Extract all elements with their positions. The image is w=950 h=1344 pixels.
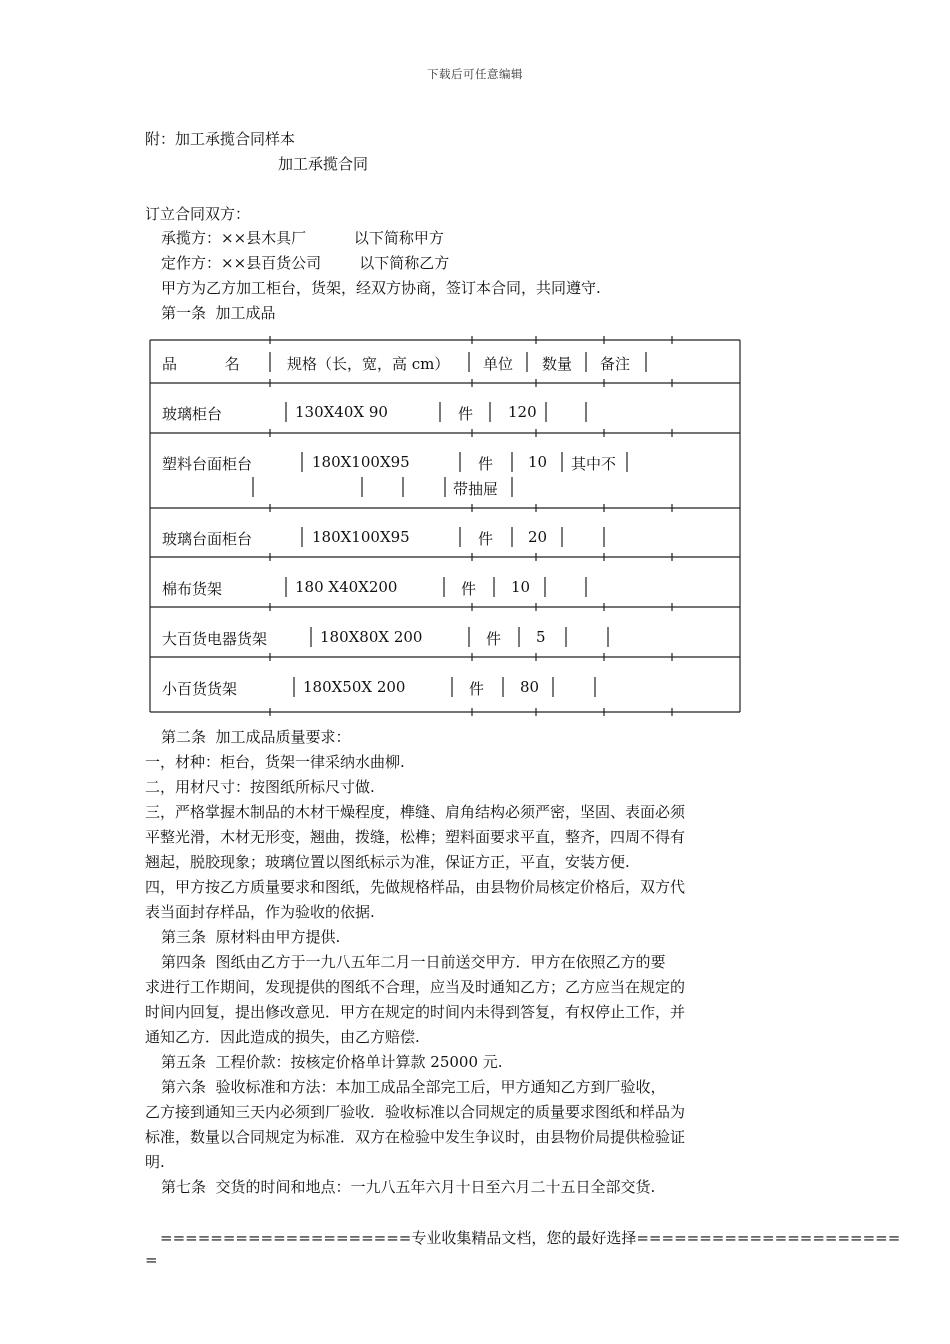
article2-heading: 第二条 加工成品质量要求： [161,728,351,746]
table-cell-name: 小百货货架 [162,680,238,698]
footer-banner [145,1227,901,1271]
table-cell-qty: 10 [528,453,548,471]
contractor-line: 承揽方：××县木具厂 以下简称甲方 [161,229,444,247]
table-cell-spec: 180 X40X200 [295,578,398,596]
table-header-unit: 单位 [483,355,514,373]
table-header-name: 品 名 [162,355,240,373]
footer-banner-line: ====================专业收集精品文档，您的最好选择===================== [160,1229,901,1247]
contract-title: 加工承揽合同 [278,155,369,173]
body-line: 标准，数量以合同规定为标准．双方在检验中发生争议时，由县物价局提供检验证 [145,1128,686,1146]
footer-banner-tail: = [145,1251,158,1269]
table-cell-spec: 180X50X 200 [303,678,406,696]
table-cell-name: 棉布货架 [162,580,223,598]
table-cell-spec: 180X100X95 [312,528,410,546]
body-line: 翘起，脱胶现象；玻璃位置以图纸标示为准，保证方正，平直，安装方便. [145,853,630,871]
table-header-note: 备注 [600,355,631,373]
body-line: 一，材种：柜台，货架一律采纳水曲柳. [145,753,405,771]
article7-line: 第七条 交货的时间和地点：一九八五年六月十日至六月二十五日全部交货. [161,1178,656,1196]
table-cell-qty: 120 [508,403,537,421]
body-line: 求进行工作期间，发现提供的图纸不合理，应当及时通知乙方；乙方应当在规定的 [145,978,686,996]
parties-heading: 订立合同双方： [145,205,251,223]
table-cell-name: 塑料台面柜台 [162,455,253,473]
table-cell-name: 大百货电器货架 [162,630,268,648]
body-line: 乙方接到通知三天内必须到厂验收．验收标准以合同规定的质量要求图纸和样品为 [145,1103,686,1121]
table-cell-unit: 件 [458,405,474,423]
table-cell-note: 其中不 [571,455,617,473]
table-cell-name: 玻璃台面柜台 [162,530,253,548]
table-cell-qty: 5 [536,628,546,646]
orderer-line: 定作方：××县百货公司 以下简称乙方 [161,254,450,272]
article6-line: 第六条 验收标准和方法：本加工成品全部完工后，甲方通知乙方到厂验收， [161,1078,666,1096]
body-line: 通知乙方．因此造成的损失，由乙方赔偿. [145,1028,420,1046]
table-cell-spec: 180X100X95 [312,453,410,471]
body-line: 三，严格掌握木制品的木材干燥程度，榫缝、肩角结构必须严密，坚固、表面必须 [145,803,686,821]
attachment-title: 附：加工承揽合同样本 [145,130,296,148]
table-cell-unit: 件 [478,530,494,548]
table-cell-note-continued: 带抽屉 [453,480,499,498]
table-cell-unit: 件 [478,455,494,473]
article4-line: 第四条 图纸由乙方于一九八五年二月一日前送交甲方．甲方在依照乙方的要 [161,953,666,971]
body-line: 平整光滑，木材无形变，翘曲，拨缝，松榫；塑料面要求平直，整齐，四周不得有 [145,828,686,846]
table-cell-unit: 件 [461,580,477,598]
table-cell-spec: 130X40X 90 [295,403,388,421]
body-line: 明. [145,1153,165,1171]
body-line: 时间内回复，提出修改意见．甲方在规定的时间内未得到答复，有权停止工作，并 [145,1003,686,1021]
article5-line: 第五条 工程价款：按核定价格单计算款 25000 元. [161,1053,503,1071]
header-note: 下载后可任意编辑 [427,67,523,81]
body-line: 表当面封存样品，作为验收的依据. [145,903,375,921]
table-header-spec: 规格（长，宽，高 cm） [287,355,450,373]
purpose-line: 甲方为乙方加工柜台，货架，经双方协商，签订本合同，共同遵守. [161,279,601,297]
table-cell-name: 玻璃柜台 [162,405,223,423]
table-cell-qty: 80 [520,678,540,696]
body-line: 四，甲方按乙方质量要求和图纸，先做规格样品，由县物价局核定价格后，双方代 [145,878,686,896]
article1-heading: 第一条 加工成品 [161,304,276,322]
body-line: 二，用材尺寸：按图纸所标尺寸做. [145,778,375,796]
table-cell-qty: 20 [528,528,548,546]
table-header-qty: 数量 [542,355,573,373]
table-cell-qty: 10 [511,578,531,596]
table-cell-unit: 件 [486,630,502,648]
table-cell-spec: 180X80X 200 [320,628,423,646]
table-cell-unit: 件 [469,680,485,698]
article3-line: 第三条 原材料由甲方提供. [161,928,341,946]
